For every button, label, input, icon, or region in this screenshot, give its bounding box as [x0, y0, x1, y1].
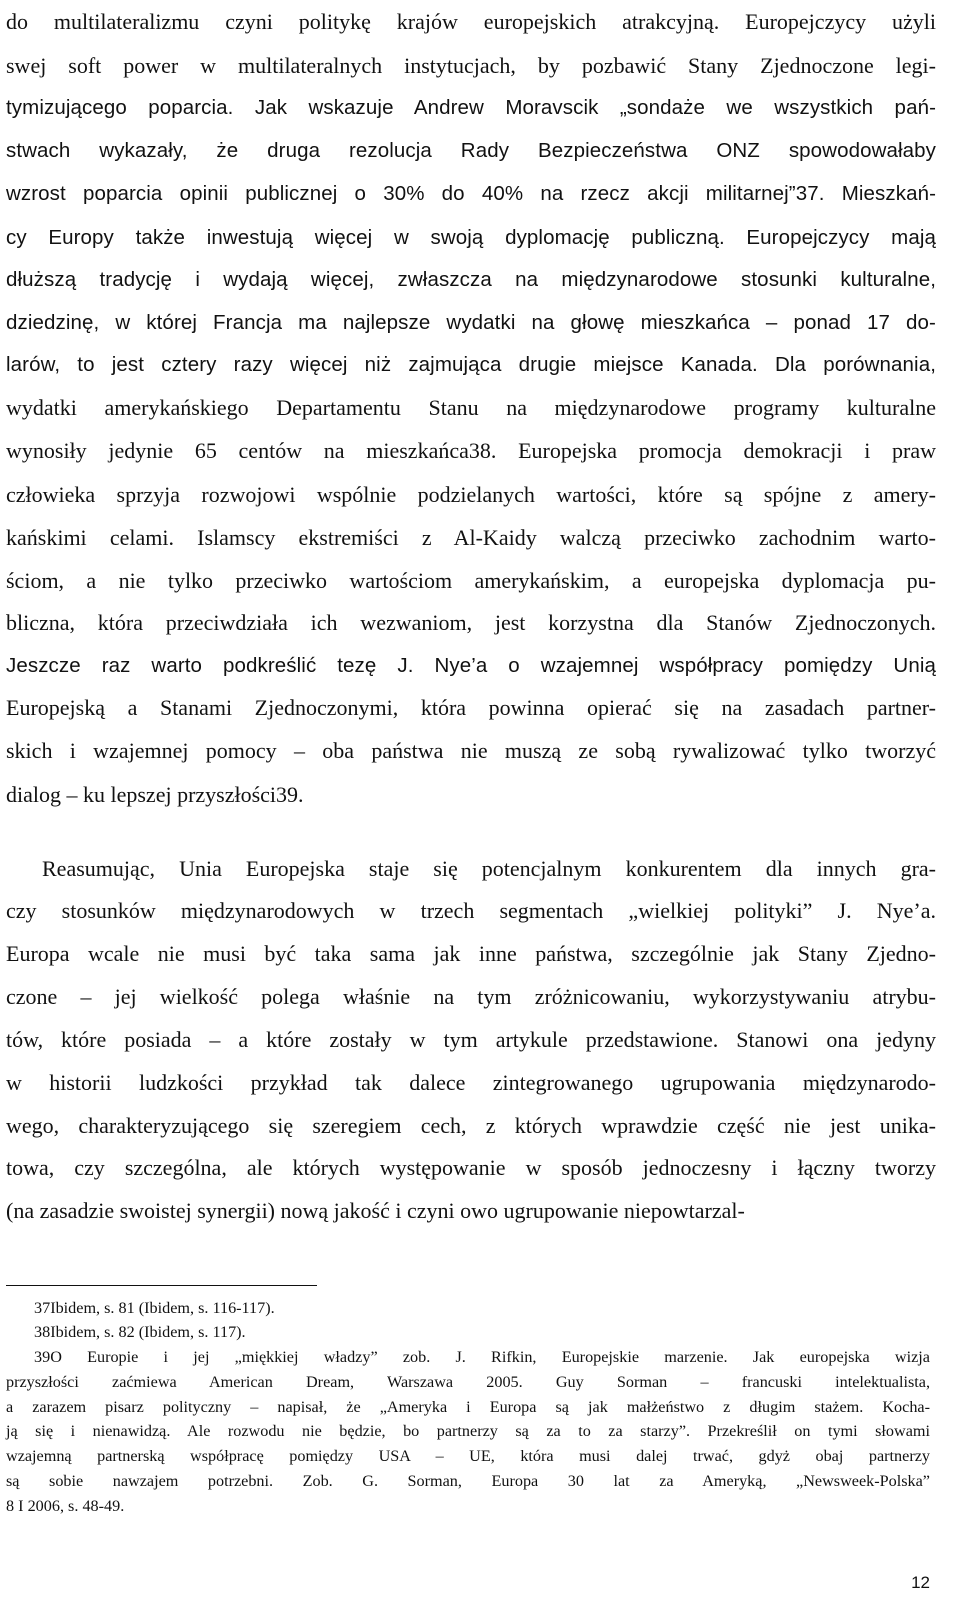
body-line	[0, 48, 960, 84]
footnote-line-text: wzajemną partnerską współpracę pomiędzy USA – UE, która musi dalej trwać, gdyż obaj partnerzy	[6, 1447, 930, 1465]
body-line-text: człowieka sprzyja rozwojowi wspólnie podzielanych wartości, które są spójne z amery-	[6, 482, 936, 507]
footnote-line-text: 39O Europie i jej „miękkiej władzy” zob. J. Rifkin, Europejskie marzenie. Jak europejska wizja	[34, 1348, 930, 1366]
body-line	[0, 936, 960, 972]
body-line	[0, 433, 960, 469]
body-line	[0, 1150, 960, 1186]
body-line	[0, 90, 960, 126]
body-line-text: czone – jej wielkość polega właśnie na tym zróżnicowaniu, wykorzystywaniu atrybu-	[6, 984, 936, 1009]
body-line	[0, 347, 960, 383]
body-line-text: towa, czy szczególna, ale których występowanie w sposób jednoczesny i łączny tworzy	[6, 1155, 936, 1180]
body-line-text: Jeszcze raz warto podkreślić tezę J. Nye’a o wzajemnej współpracy pomiędzy Unią	[6, 654, 936, 677]
body-line	[0, 605, 960, 641]
body-line	[0, 1108, 960, 1144]
body-line-text: tymizującego poparcia. Jak wskazuje Andrew Moravscik „sondaże we wszystkich pań-	[6, 96, 936, 119]
footnote-line-text: są sobie nawzajem potrzebni. Zob. G. Sorman, Europa 30 lat za Ameryką, „Newsweek-Polska”	[6, 1472, 930, 1490]
page-number: 12	[911, 1573, 930, 1592]
footnote-line-text: 38Ibidem, s. 82 (Ibidem, s. 117).	[34, 1323, 246, 1341]
body-line-text: dialog – ku lepszej przyszłości39.	[6, 782, 304, 807]
body-line-text: do multilateralizmu czyni politykę krajów europejskich atrakcyjną. Europejczycy użyli	[6, 9, 936, 34]
body-line	[0, 893, 960, 929]
body-line	[0, 690, 960, 726]
body-line-text: wydatki amerykańskiego Departamentu Stanu na międzynarodowe programy kulturalne	[6, 395, 936, 420]
footnote-line-text: 8 I 2006, s. 48-49.	[6, 1497, 125, 1515]
body-line-text: (na zasadzie swoistej synergii) nową jakość i czyni owo ugrupowanie niepowtarzal-	[6, 1198, 745, 1223]
body-line	[0, 1022, 960, 1058]
body-line-text: wynosiły jedynie 65 centów na mieszkańca38. Europejska promocja demokracji i praw	[6, 438, 936, 463]
body-line-text: dziedzinę, w której Francja ma najlepsze wydatki na głowę mieszkańca – ponad 17 do-	[6, 311, 936, 334]
body-line-text: stwach wykazały, że druga rezolucja Rady Bezpieczeństwa ONZ spowodowałaby	[6, 139, 936, 162]
body-line	[0, 176, 960, 212]
body-line-text: wego, charakteryzującego się szeregiem cech, z których wprawdzie część nie jest unika-	[6, 1113, 936, 1138]
body-line	[0, 777, 960, 813]
body-line	[0, 979, 960, 1015]
body-line-text: Europejską a Stanami Zjednoczonymi, która powinna opierać się na zasadach partner-	[6, 695, 936, 720]
body-line-text: Europa wcale nie musi być taka sama jak inne państwa, szczególnie jak Stany Zjedno-	[6, 941, 936, 966]
body-line	[0, 1193, 960, 1229]
body-line	[0, 563, 960, 599]
body-line	[0, 305, 960, 341]
footnote-line-text: przyszłości zaćmiewa American Dream, Warszawa 2005. Guy Sorman – francuski intelektualista,	[6, 1373, 930, 1391]
body-line-text: ściom, a nie tylko przeciwko wartościom amerykańskim, a europejska dyplomacja pu-	[6, 568, 936, 593]
footnote-line-text: 37Ibidem, s. 81 (Ibidem, s. 116-117).	[34, 1299, 275, 1317]
body-line	[0, 262, 960, 298]
body-line-text: swej soft power w multilateralnych instytucjach, by pozbawić Stany Zjednoczone legi-	[6, 53, 936, 78]
body-line-text: bliczna, która przeciwdziała ich wezwaniom, jest korzystna dla Stanów Zjednoczonych.	[6, 610, 936, 635]
body-line-text: Reasumując, Unia Europejska staje się potencjalnym konkurentem dla innych gra-	[42, 856, 936, 881]
body-line-text: cy Europy także inwestują więcej w swoją dyplomację publiczną. Europejczycy mają	[6, 226, 936, 249]
body-line-text: wzrost poparcia opinii publicznej o 30% do 40% na rzecz akcji militarnej”37. Mieszkań-	[6, 182, 936, 205]
body-line-text: w historii ludzkości przykład tak dalece zintegrowanego ugrupowania międzynarodo-	[6, 1070, 936, 1095]
body-line	[0, 1065, 960, 1101]
body-line	[0, 390, 960, 426]
body-line-text: kańskimi celami. Islamscy ekstremiści z Al-Kaidy walczą przeciwko zachodnim warto-	[6, 525, 936, 550]
footnote-line-text: ją się i nienawidzą. Ale rozwodu nie będzie, bo partnerzy są za to za starzy”. Przekreślił on tymi słowami	[6, 1422, 930, 1440]
body-line	[0, 4, 960, 40]
body-line-text: dłuższą tradycję i wydają więcej, zwłaszcza na międzynarodowe stosunki kulturalne,	[6, 268, 936, 291]
body-line	[0, 520, 960, 556]
body-line-text: tów, które posiada – a które zostały w tym artykule przedstawione. Stanowi ona jedyny	[6, 1027, 936, 1052]
body-line	[0, 733, 960, 769]
footnote-line-text: a zarazem pisarz polityczny – napisał, że „Ameryka i Europa są jak małżeństwo z długim stażem. Kocha-	[6, 1398, 930, 1416]
body-line	[0, 220, 960, 256]
body-line	[0, 851, 960, 887]
footnote-separator	[6, 1285, 317, 1286]
body-line-text: skich i wzajemnej pomocy – oba państwa nie muszą ze sobą rywalizować tylko tworzyć	[6, 738, 936, 763]
body-line	[0, 477, 960, 513]
body-line-text: larów, to jest cztery razy więcej niż zajmująca drugie miejsce Kanada. Dla porównania,	[6, 353, 936, 376]
body-line-text: czy stosunków międzynarodowych w trzech segmentach „wielkiej polityki” J. Nye’a.	[6, 898, 936, 923]
body-line	[0, 648, 960, 684]
body-line	[0, 133, 960, 169]
